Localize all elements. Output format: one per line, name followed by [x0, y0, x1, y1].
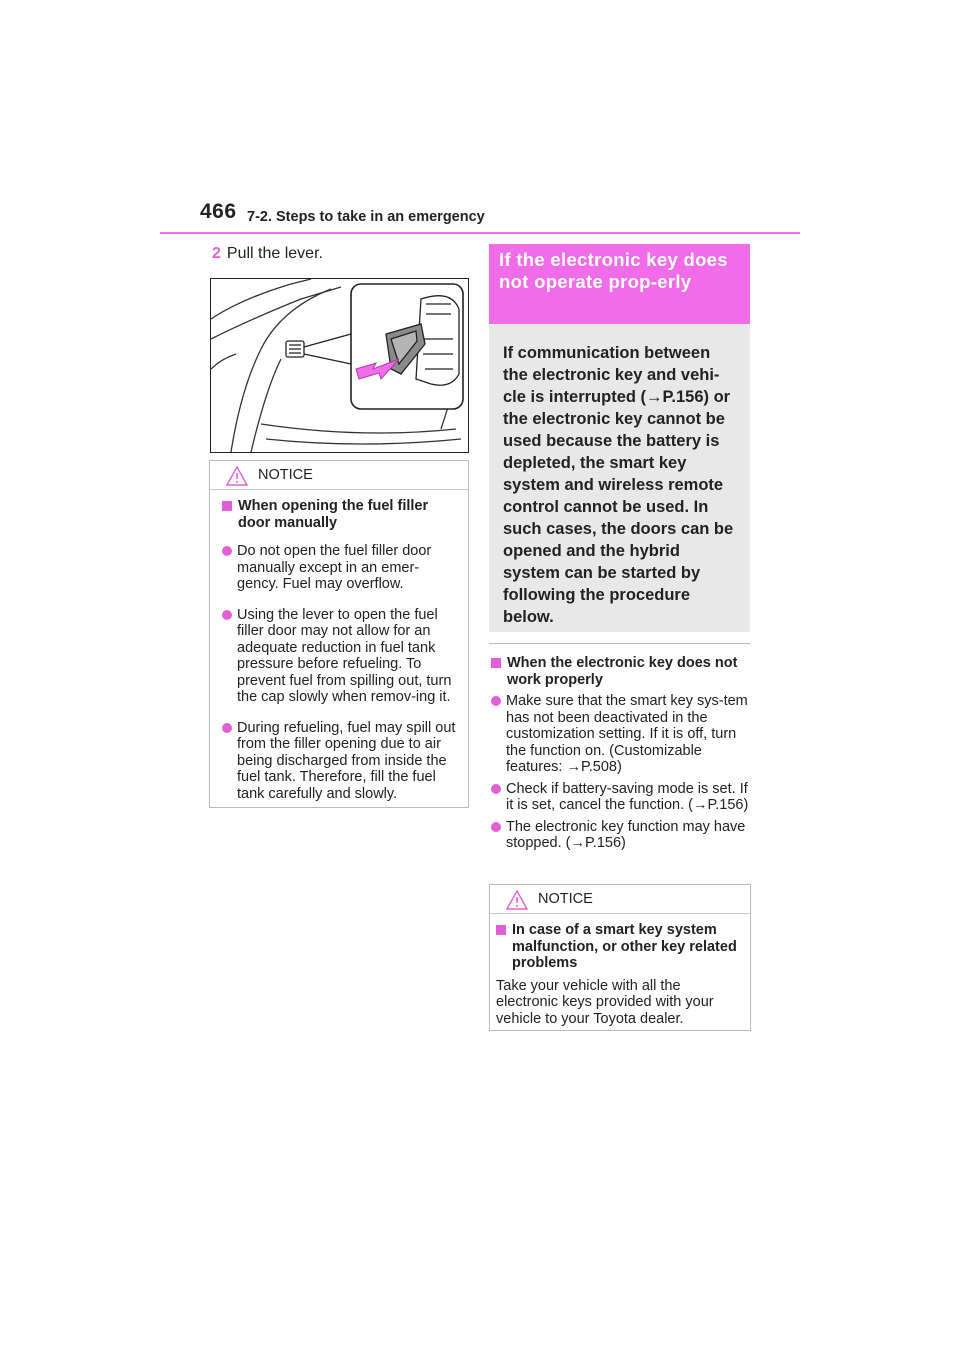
- square-bullet-icon: [222, 501, 232, 511]
- list-item: Check if battery-saving mode is set. If it is set, cancel the function. (→P.156): [491, 781, 753, 814]
- notice-box-smart-key: [489, 884, 751, 1031]
- square-bullet-icon: [496, 925, 506, 935]
- notice-text: Take your vehicle with all the electronic keys provided with your vehicle to your Toyota dealer.: [496, 977, 714, 1027]
- round-bullet-icon: [222, 546, 232, 556]
- notice-header: [210, 461, 468, 490]
- square-bullet-icon: [491, 658, 501, 668]
- list-item: During refueling, fuel may spill out from the filler opening due to air being discharged from inside the fuel tank. Therefore, fill the fuel tank carefully and slowly.: [222, 720, 456, 803]
- notice-subheading: When opening the fuel filler door manually: [222, 498, 456, 531]
- header-rule: [160, 232, 800, 234]
- section-title: 7-2. Steps to take in an emergency: [247, 209, 485, 225]
- step-number: 2: [212, 245, 221, 262]
- round-bullet-icon: [491, 822, 501, 832]
- list-item: Using the lever to open the fuel filler door may not allow for an adequate reduction in fuel tank pressure before refueling. To prevent fuel from spilling out, turn the cap slowly when remov-ing it.: [222, 607, 456, 706]
- round-bullet-icon: [222, 723, 232, 733]
- warning-icon: [226, 466, 248, 486]
- step-2: [212, 245, 323, 263]
- list-item: The electronic key function may have stopped. (→P.156): [491, 819, 753, 852]
- notice-title: NOTICE: [258, 467, 313, 483]
- round-bullet-icon: [491, 784, 501, 794]
- lever-illustration: [210, 278, 469, 453]
- warning-icon: [506, 890, 528, 910]
- subheading: When the electronic key does not work properly: [491, 655, 753, 688]
- notice-box-fuel: [209, 460, 469, 808]
- list-item: Make sure that the smart key sys-tem has not been deactivated in the customization setting. If it is off, turn the function on. (Customizable features: →P.508): [491, 693, 753, 776]
- page-number: 466: [200, 200, 237, 223]
- trunk-lever-drawing: [211, 279, 468, 452]
- notice-title: NOTICE: [538, 891, 593, 907]
- key-troubleshooting: [491, 653, 753, 857]
- list-item: Do not open the fuel filler door manually except in an emer-gency. Fuel may overflow.: [222, 543, 456, 593]
- round-bullet-icon: [491, 696, 501, 706]
- notice-header: [490, 885, 750, 914]
- intro-box: If communication between the electronic key and vehi-cle is interrupted (→P.156) or the electronic key cannot be used because the battery is depleted, the smart key system and wireless remote control cannot be used. In such cases, the doors can be opened and the hybrid system can be started by following the procedure below.: [489, 324, 750, 632]
- section-heading: If the electronic key does not operate prop-erly: [489, 244, 750, 324]
- step-text: Pull the lever.: [226, 245, 323, 262]
- notice-subheading: In case of a smart key system malfunction, or other key related problems: [496, 922, 738, 972]
- round-bullet-icon: [222, 610, 232, 620]
- divider: [489, 643, 750, 644]
